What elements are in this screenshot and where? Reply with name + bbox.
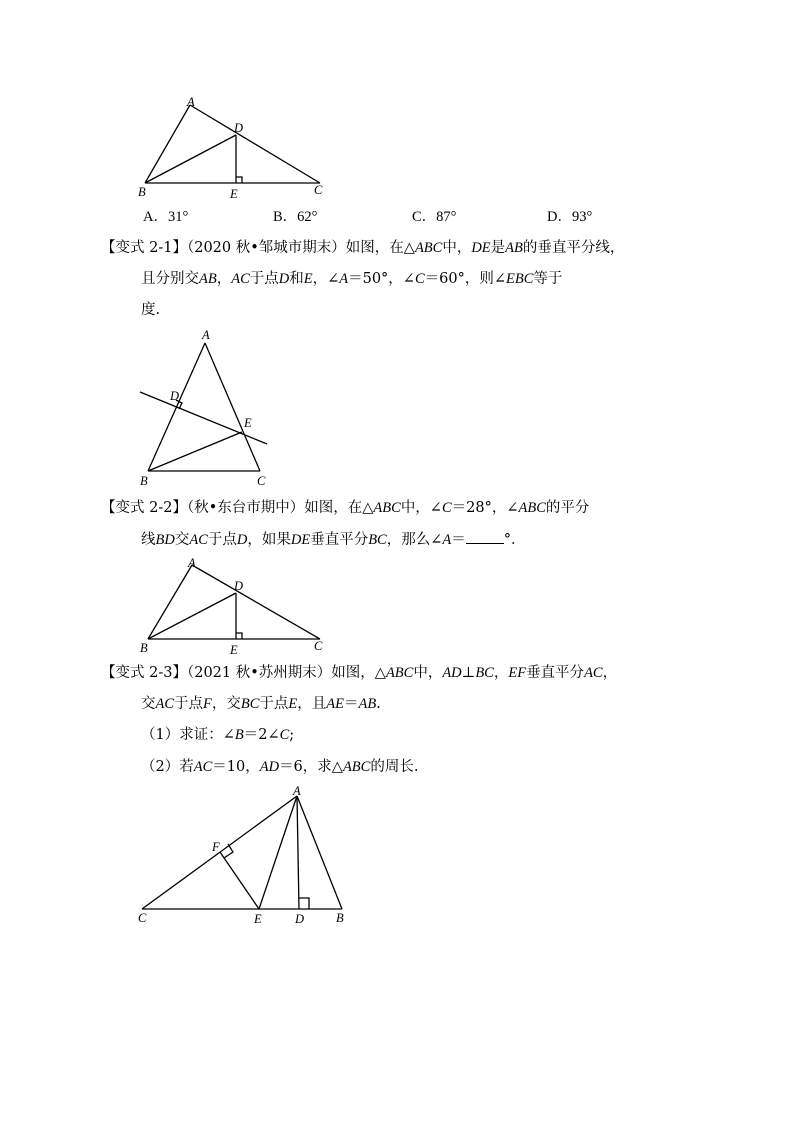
figure-2-1-triangle xyxy=(130,325,280,490)
fig23-label-f: F xyxy=(212,840,220,854)
q21-tag: 【变式 2-1】 xyxy=(101,240,187,256)
q22-line-1: 【变式 2-2】（秋•东台市期中）如图，在△ABC中，∠C＝28°，∠ABC的平分 xyxy=(101,500,590,516)
fig22-label-d: D xyxy=(234,579,244,593)
fig22-label-a: A xyxy=(188,556,196,570)
q23-part-2: （2）若AC＝10，AD＝6，求△ABC的周长. xyxy=(141,759,419,775)
option-b: B．62° xyxy=(273,209,318,225)
q23-tag: 【变式 2-3】 xyxy=(101,665,187,681)
fig1-label-d: D xyxy=(234,121,244,135)
figure-1-triangle xyxy=(130,95,340,205)
figure-2-2-triangle xyxy=(130,553,340,658)
figure-2-3-triangle xyxy=(130,782,360,932)
fig23-label-e: E xyxy=(254,912,262,926)
option-a: A．31° xyxy=(143,209,189,225)
q21-line-2: 且分别交AB，AC于点D和E，∠A＝50°，∠C＝60°，则∠EBC等于 xyxy=(141,271,563,287)
fig1-label-a: A xyxy=(187,95,195,109)
fig23-label-d: D xyxy=(295,912,305,926)
fig1-label-c: C xyxy=(314,183,323,197)
q23-part-1: （1）求证：∠B＝2∠C; xyxy=(141,727,295,743)
q21-line-3: 度. xyxy=(141,302,161,318)
fig1-label-b: B xyxy=(138,185,146,199)
fig23-label-b: B xyxy=(336,911,344,925)
q23-line-1: 【变式 2-3】（2021 秋•苏州期末）如图，△ABC中，AD⊥BC，EF垂直平分AC， xyxy=(101,665,618,681)
fig22-label-e: E xyxy=(230,643,238,657)
q22-tag: 【变式 2-2】 xyxy=(101,500,187,516)
q21-line-1: 【变式 2-1】（2020 秋•邹城市期末）如图，在△ABC中，DE是AB的垂直平分线， xyxy=(101,240,625,256)
q22-line-2: 线BD交AC于点D，如果DE垂直平分BC，那么∠A＝ °． xyxy=(141,529,526,550)
q23-line-2: 交AC于点F，交BC于点E，且AE＝AB. xyxy=(141,696,381,712)
fig1-label-e: E xyxy=(230,187,238,201)
fig21-label-d: D xyxy=(170,389,180,403)
fig23-label-c: C xyxy=(138,911,147,925)
option-d: D．93° xyxy=(547,209,593,225)
fig21-label-c: C xyxy=(257,474,266,488)
fig21-label-a: A xyxy=(202,328,210,342)
fig21-label-b: B xyxy=(140,474,148,488)
answer-blank[interactable] xyxy=(466,529,504,544)
fig23-label-a: A xyxy=(293,784,301,798)
fig22-label-b: B xyxy=(140,641,148,655)
fig21-label-e: E xyxy=(244,416,252,430)
option-c: C．87° xyxy=(412,209,457,225)
fig22-label-c: C xyxy=(314,639,323,653)
